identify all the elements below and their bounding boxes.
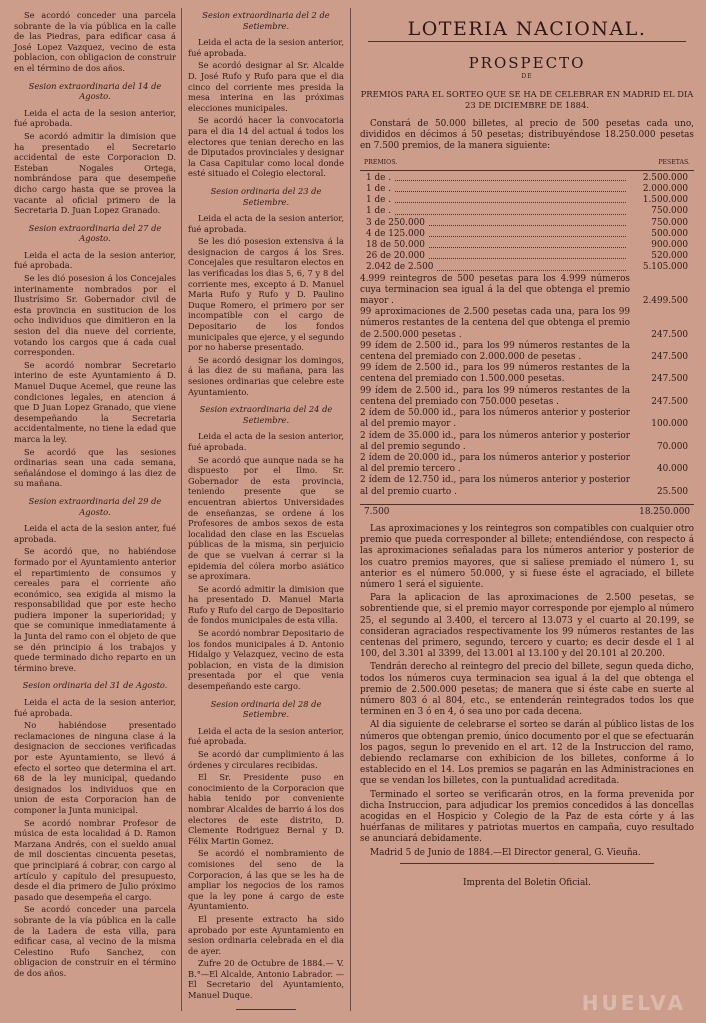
- prize-label: 26 de 20.000: [366, 251, 425, 262]
- prize-label: 4.999 reintegros de 500 pesetas para los 4.999 números cuya terminacion sea igual á la del que obtenga el premio mayor .: [360, 273, 630, 307]
- signature-line: Zufre 20 de Octubre de 1884.— V. B.°—El Alcalde, Antonio Labrador. —El Secretario del Ayuntamiento, Manuel Duque.: [188, 958, 344, 1001]
- dot-leader: [395, 191, 626, 192]
- section-heading: Sesion ordinaria del 28 de Setiembre.: [210, 698, 322, 720]
- dot-leader: [395, 180, 626, 181]
- page-title: LOTERIA NACIONAL.: [407, 18, 647, 40]
- paragraph: Se acordó designar los domingos, á las diez de su mañana, para las sesiones ordinarias que celebre este Ayuntamiento.: [188, 354, 344, 397]
- dot-leader: [429, 247, 626, 248]
- prize-label: 2.042 de 2.500: [366, 262, 434, 273]
- paragraph: Leida el acta de la sesion anterior, fué aprobada.: [14, 107, 176, 129]
- paragraph: Se acordó nombrar Secretario interino de este Ayuntamiento á D. Manuel Duque Acemel, que reune las condiciones legales, en atencion á que D Juan Lopez Granado, que viene desempeñando la Secretaria accidentalmente, no tiene la edad que marca la ley.: [14, 359, 176, 444]
- paragraph: Se les dió posesion extensiva á la designacion de cargos á los Sres. Concejales que resultaron electos en las verificadas los dias 5, 6, 7 y 8 del corriente mes, excepto á D. Manuel Maria Rufo y Rufo y D. Paulino Duque Romero, el primero por ser incompatible con el cargo de Depositario de los fondos municipales que ejerce, y el segundo por no haberse presentado.: [188, 236, 344, 353]
- imprint-rule: [400, 863, 654, 864]
- prize-row: [366, 206, 688, 217]
- prize-row: [360, 341, 688, 363]
- prize-row: [366, 251, 688, 262]
- paragraph: El Sr. Presidente puso en conocimiento de la Corporacion que habia tenido por conveniente nombrar Alcaldes de barrio á los dos electores de este distrito, D. Clemente Rodriguez Bernal y D. Félix Martin Gomez.: [188, 772, 344, 846]
- paragraph: Se acordó que aunque nada se ha dispuesto por el Ilmo. Sr. Gobernador de esta provincia, teniendo presente que se encuentran abiertos Universidades de enseñanzas, se ordene á los Profesores de ambos sexos de esta localidad den clase en las Escuelas públicas de la misma, sin perjuicio de que se vuelvan á cerrar si la epidemia del cólera morbo asiático se aproxímara.: [188, 454, 344, 582]
- column-middle: [188, 10, 344, 1018]
- totals-row: [360, 504, 694, 518]
- paragraph: Se les dió posesion á los Concejales interinamente nombrados por el Ilustrísimo Sr. Gobernador civil de esta provincia en sustitucion de los ocho individuos que dimitieron en la sesion del dia nueve del corriente, votando los cargos que á cada cual corresponden.: [14, 273, 176, 358]
- section-heading: Sesion extraordinaria del 14 de Agosto.: [28, 80, 162, 102]
- prize-amount: 750.000: [651, 217, 688, 228]
- total-amount: 18.250.000: [639, 506, 690, 517]
- prize-label: 1 de .: [366, 184, 392, 195]
- prize-amount: 70.000: [656, 441, 688, 452]
- paragraph: Se acordó admitir la dimision que ha presentado el Secretario accidental de este Corporacion D. Esteban Nogales Ortega, nombrándose para que desempeñe dicho cargo hasta que se provea la vacante al oficial primero de la Secretaria D. Juan Lopez Granado.: [14, 130, 176, 216]
- prize-amount: 2.499.500: [642, 296, 688, 307]
- column-rule: [350, 8, 351, 1011]
- prize-row: [360, 274, 688, 308]
- prize-list: [360, 173, 694, 274]
- prize-label: 2 ídem de 12.750 id., para los números anterior y posterior al del premio cuarto .: [360, 475, 630, 497]
- dot-leader: [429, 258, 626, 259]
- paragraph: Tendrán derecho al reintegro del precio del billete, segun queda dicho, todos los números cuya terminacion sea igual á la del que obtenga el premio de 2.500.000 pesetas; de manera que si éste cabe en suerte al número 803 ó al 804, etc., se entenderán reintegrados todos los que terminen en 3 ó en 4, ó sea uno por cada decena.: [360, 662, 694, 718]
- paragraph: Se acordó dar cumplimiento á las órdenes y circulares recibidas.: [188, 749, 344, 770]
- section-heading: Sesion ordinaria del 31 de Agosto.: [22, 680, 168, 691]
- paragraph: Al dia siguiente de celebrarse el sorteo se darán al público listas de los números que obtengan premio, único documento por el que se efectuarán los pagos, segun lo prevenido en el art. 12 de la Instruccion del ramo, debiendo reclamarse con exhibicion de los billetes, conforme á lo establecido en el 14. Los premios se pagarán en las Administraciones en que se vendan los billetes, con la puntualidad acreditada.: [360, 720, 694, 787]
- prospectus-heading: PREMIOS PARA EL SORTEO QUE SE HA DE CELEBRAR EN MADRID EL DIA 23 DE DICIEMBRE DE 1884.: [360, 88, 694, 110]
- dot-leader: [429, 236, 626, 237]
- paragraph: No habiéndose presentado reclamaciones de ninguna clase á la designacion de secciones verificadas por este Ayuntamiento, se llevó á efecto el sorteo que determina el art. 68 de la ley municipal, quedando designados los individuos que en union de esta Corporacion han de componer la Junta municipal.: [14, 720, 176, 815]
- prize-table-header: [360, 157, 694, 171]
- paragraph: Se acordó que, no habiéndose formado por el Ayuntamiento anterior el repartimiento de consumos y cereales para el corriente año económico, sea exigida al mismo la responsabilidad que por este hecho pudiera imponer la superioridad; y que se comunique inmediatamente á la Junta del ramo con el objeto de que se dén principio á los trabajos y quede terminado dicho reparto en un término breve.: [14, 546, 176, 673]
- paragraph: Se acordó que las sesiones ordinarias sean una cada semana, señalándose el domingo á las diez de su mañana.: [14, 446, 176, 489]
- prize-row: [360, 307, 688, 341]
- prize-row: [366, 173, 688, 184]
- paragraph: Leida el acta de la sesion anterior, fué aprobada.: [188, 431, 344, 452]
- prize-row: [360, 431, 688, 453]
- prize-label: 2 ídem de 20.000 id., para los números anterior y posterior al del premio tercero .: [360, 452, 630, 475]
- prize-label: 1 de .: [366, 195, 392, 206]
- printer-imprint: Imprenta del Boletin Oficial.: [463, 877, 591, 888]
- subtitle-connector: DE: [521, 73, 533, 81]
- intro-paragraph: Constará de 50.000 billetes, al precio de 500 pesetas cada uno, divididos en décimos á 50 pesetas; distribuyéndose 18.250.000 pesetas en 7.500 premios, de la manera siguiente:: [360, 119, 694, 152]
- subtitle: PROSPECTO: [468, 54, 586, 73]
- prize-row: [366, 262, 688, 273]
- prize-row: [360, 453, 688, 475]
- prize-row: [360, 475, 688, 497]
- section-heading: Sesion extraordinaria del 2 de Setiembre.: [202, 10, 330, 31]
- prize-amount: 5.105.000: [642, 262, 688, 273]
- total-prizes: 7.500: [364, 506, 390, 517]
- paragraph: Se acordó designar al Sr. Alcalde D. José Rufo y Rufo para que el dia cinco del corriente mes presida la mesa interina en las próximas elecciones municipales.: [188, 60, 344, 113]
- title-rule: [368, 41, 686, 42]
- prize-amount: 247.500: [651, 374, 688, 385]
- prize-amount: 520.000: [651, 251, 688, 262]
- prize-amount: 500.000: [651, 228, 688, 239]
- prize-amount: 247.500: [651, 352, 688, 363]
- section-heading: Sesion ordinaria del 23 de Setiembre.: [210, 185, 322, 207]
- prize-amount: 25.500: [656, 486, 688, 497]
- paragraph: Leida el acta de la sesion anterior, fué aprobada.: [14, 249, 176, 271]
- paragraph: Se acordó hacer la convocatoria para el dia 14 del actual á todos los electores que tenian derecho en las de Diputados provinciales y designar la Casa Capitular como local donde esté situado el Colegio electoral.: [188, 115, 344, 179]
- prize-list-detailed: [360, 274, 694, 498]
- prize-amount: 247.500: [651, 329, 688, 340]
- paragraph: Se acordó admitir la dimision que ha presentado D. Manuel Maria Rufo y Rufo del cargo de Depositario de fondos municipales de esta villa.: [188, 583, 344, 626]
- paragraph: Leida el acta de la sesion anterior, fué aprobada.: [188, 37, 344, 58]
- paragraph: Leida el acta de la sesion anterior, fué aprobada.: [188, 725, 344, 747]
- section-heading: Sesion extraordinaria del 24 de Setiembre.: [199, 404, 333, 425]
- prize-row: [360, 408, 688, 430]
- paragraph: Se acordó conceder una parcela sobrante de la vía pública en la calle de las Piedras, para edificar casa á José Lopez Vazquez, vecino de esta poblacion, con obligacion de construir en el término de dos años.: [14, 10, 176, 73]
- paragraph: Se acordó nombrar Profesor de música de esta localidad á D. Ramon Marzana Andrés, con el sueldo anual de mil doscientas cincuenta pesetas, que principiará á cobrar, con cargo al artículo y capítulo del presupuesto, desde el dia primero de Julio próximo pasado que desempeña el cargo.: [14, 817, 176, 902]
- prize-label: 99 ídem de 2.500 id., para los 99 números restantes de la centena del premiado con 2.000.000 de pesetas .: [360, 340, 630, 363]
- prize-label: 99 ídem de 2.500 id., para los 99 números restantes de la centena del premiado con 1.500.000 pesetas.: [360, 363, 630, 385]
- prize-label: 1 de .: [366, 172, 392, 183]
- prize-label: 4 de 125.000: [366, 228, 425, 239]
- column-rule: [181, 8, 182, 1011]
- prize-label: 99 aproximaciones de 2.500 pesetas cada una, para los 99 números restantes de la centena del que obtenga el premio de 2.500.000 pesetas .: [360, 307, 630, 340]
- prize-label: 3 de 250.000: [366, 217, 425, 228]
- dot-leader: [429, 225, 626, 226]
- prize-amount: 1.500.000: [642, 195, 688, 206]
- prize-row: [366, 184, 688, 195]
- paragraph: Leida el acta de la sesion anterior, fué aprobada.: [14, 697, 176, 718]
- prize-label: 18 de 50.000: [366, 240, 425, 251]
- prize-amount: 40.000: [656, 464, 688, 475]
- prize-amount: 100.000: [651, 419, 688, 430]
- prize-row: [366, 240, 688, 251]
- prize-label: 1 de .: [366, 206, 392, 217]
- column-left: [14, 10, 176, 980]
- paragraph: Terminado el sorteo se verificarán otros, en la forma prevenida por dicha Instruccion, para adjudicar los premios concedidos á las doncellas acogidas en el Hospicio y Colegio de la Paz de esta córte y á las huérfanas de militares y patriotas muertos en campaña, cuyo resultado se anunciará debidamente.: [360, 789, 694, 845]
- prize-amount: 750.000: [651, 206, 688, 217]
- prize-amount: 2.500.000: [642, 172, 688, 183]
- amount-column-header: PESETAS.: [658, 158, 690, 166]
- prize-label: 99 ídem de 2.500 id., para los 99 números restantes de la centena del premiado con 750.000 pesetas .: [360, 385, 630, 407]
- prize-row: [366, 218, 688, 229]
- prize-amount: 2.000.000: [642, 184, 688, 195]
- section-heading: Sesion extraordinaria del 27 de Agosto.: [28, 222, 162, 244]
- paragraph: El presente extracto ha sido aprobado por este Ayuntamiento en sesion ordinaria celebrada en el dia de ayer.: [188, 913, 344, 956]
- paragraph: Leida el acta de la sesion anterior, fué aprobada.: [188, 213, 344, 234]
- column-right: [360, 10, 694, 889]
- end-rule: [236, 1009, 296, 1010]
- prize-row: [366, 229, 688, 240]
- dot-leader: [437, 270, 626, 271]
- paragraph: Leida el acta de la sesion anter, fué aprobada.: [14, 523, 176, 544]
- signature-line: Madrid 5 de Junio de 1884.—El Director general, G. Vieuña.: [370, 847, 641, 858]
- paragraph: Para la aplicacion de las aproximaciones de 2.500 pesetas, se sobrentiende que, si el premio mayor corresponde por ejemplo al número 25, el segundo al 3.400, el tercero al 13.073 y el cuarto al 20.199, se consideran agraciados respectivamente los 99 números restantes de las centenas del primero, segundo, tercero y cuarto; es decir desde el 1 al 100, del 3.301 al 3399, del 13.001 al 13.100 y del 20.101 al 20.200.: [360, 593, 694, 660]
- section-heading: Sesion extraordinaria del 29 de Agosto.: [28, 495, 162, 517]
- prize-row: [360, 386, 688, 408]
- prize-amount: 900.000: [651, 240, 688, 251]
- dot-leader: [395, 202, 626, 203]
- watermark-logo: HUELVA: [581, 991, 686, 1015]
- prize-column-header: PREMIOS.: [364, 158, 398, 166]
- prize-label: 2 ídem de 50.000 id., para los números anterior y posterior al del premio mayor .: [360, 408, 630, 430]
- paragraph: Se acordó el nombramiento de comisiones del seno de la Corporacion, á las que se les ha de ampliar los negocios de los ramos que la ley pone á cargo de este Ayuntamiento.: [188, 848, 344, 912]
- dot-leader: [395, 214, 626, 215]
- paragraph: Se acordó nombrar Depositario de los fondos municipales á D. Antonio Hidalgo y Velazquez, vecino de esta poblacion, en vista de la dimision presentada por el que venia desempeñando este cargo.: [188, 628, 344, 692]
- paragraph: Se acordó conceder una parcela sobrante de la vía pública en la calle de la Ladera de esta villa, para edificar casa, al vecino de la misma Celestino Rufo Sanchez, con obligacion de construir en el término de dos años.: [14, 904, 176, 978]
- prize-label: 2 ídem de 35.000 id., para los números anterior y posterior al del premio segundo .: [360, 430, 630, 452]
- prize-amount: 247.500: [651, 396, 688, 407]
- prize-row: [366, 195, 688, 206]
- paragraph: Las aproximaciones y los reintegros son compatibles con cualquier otro premio que pueda corresponder al billete; entendiéndose, con respecto á las aproximaciones señaladas para los números anterior y posterior de los cuatro premios mayores, que si saliese premiado el número 1, su anterior es el número 50.000, y si fuese éste el agraciado, el billete número 1 será el siguiente.: [360, 523, 694, 590]
- prize-row: [360, 363, 688, 385]
